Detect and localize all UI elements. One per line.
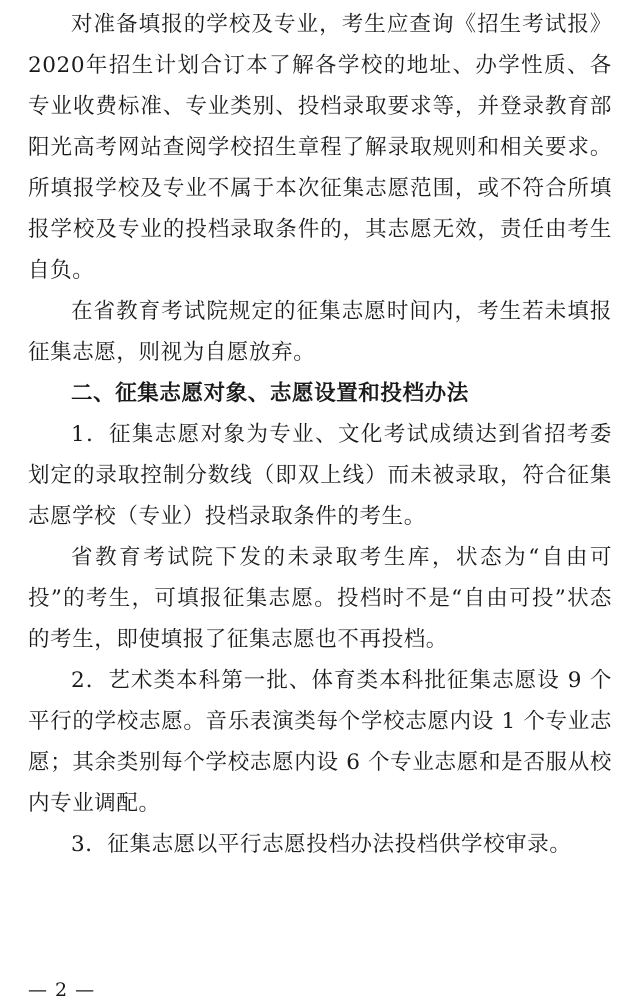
paragraph-item-1-note: 省教育考试院下发的未录取考生库，状态为“自由可投”的考生，可填报征集志愿。投档时不是“自由可投”状态的考生，即使填报了征集志愿也不再投档。 — [28, 545, 612, 652]
paragraph-item-1: 1．征集志愿对象为专业、文化考试成绩达到省招考委划定的录取控制分数线（即双上线）而未被录取，符合征集志愿学校（专业）投档录取条件的考生。 — [28, 422, 612, 529]
section-heading: 二、征集志愿对象、志愿设置和投档办法 — [71, 381, 469, 406]
paragraph-requirements: 对准备填报的学校及专业，考生应查询《招生考试报》2020年招生计划合订本了解各学校的地址、办学性质、各专业收费标准、专业类别、投档录取要求等，并登录教育部阳光高考网站查阅学校招生章程了解录取规则和相关要求。所填报学校及专业不属于本次征集志愿范围，或不符合所填报学校及专业的投档录取条件的，其志愿无效，责任由考生自负。 — [28, 12, 612, 283]
paragraph-item-2: 2．艺术类本科第一批、体育类本科批征集志愿设 9 个平行的学校志愿。音乐表演类每个学校志愿内设 1 个专业志愿；其余类别每个学校志愿内设 6 个专业志愿和是否服从校内专业调配。 — [28, 668, 612, 816]
document-page — [28, 4, 612, 865]
paragraph-item-3: 3．征集志愿以平行志愿投档办法投档供学校审录。 — [71, 832, 572, 857]
page-number: — 2 — — [28, 979, 96, 1001]
paragraph-deadline: 在省教育考试院规定的征集志愿时间内，考生若未填报征集志愿，则视为自愿放弃。 — [28, 299, 612, 365]
